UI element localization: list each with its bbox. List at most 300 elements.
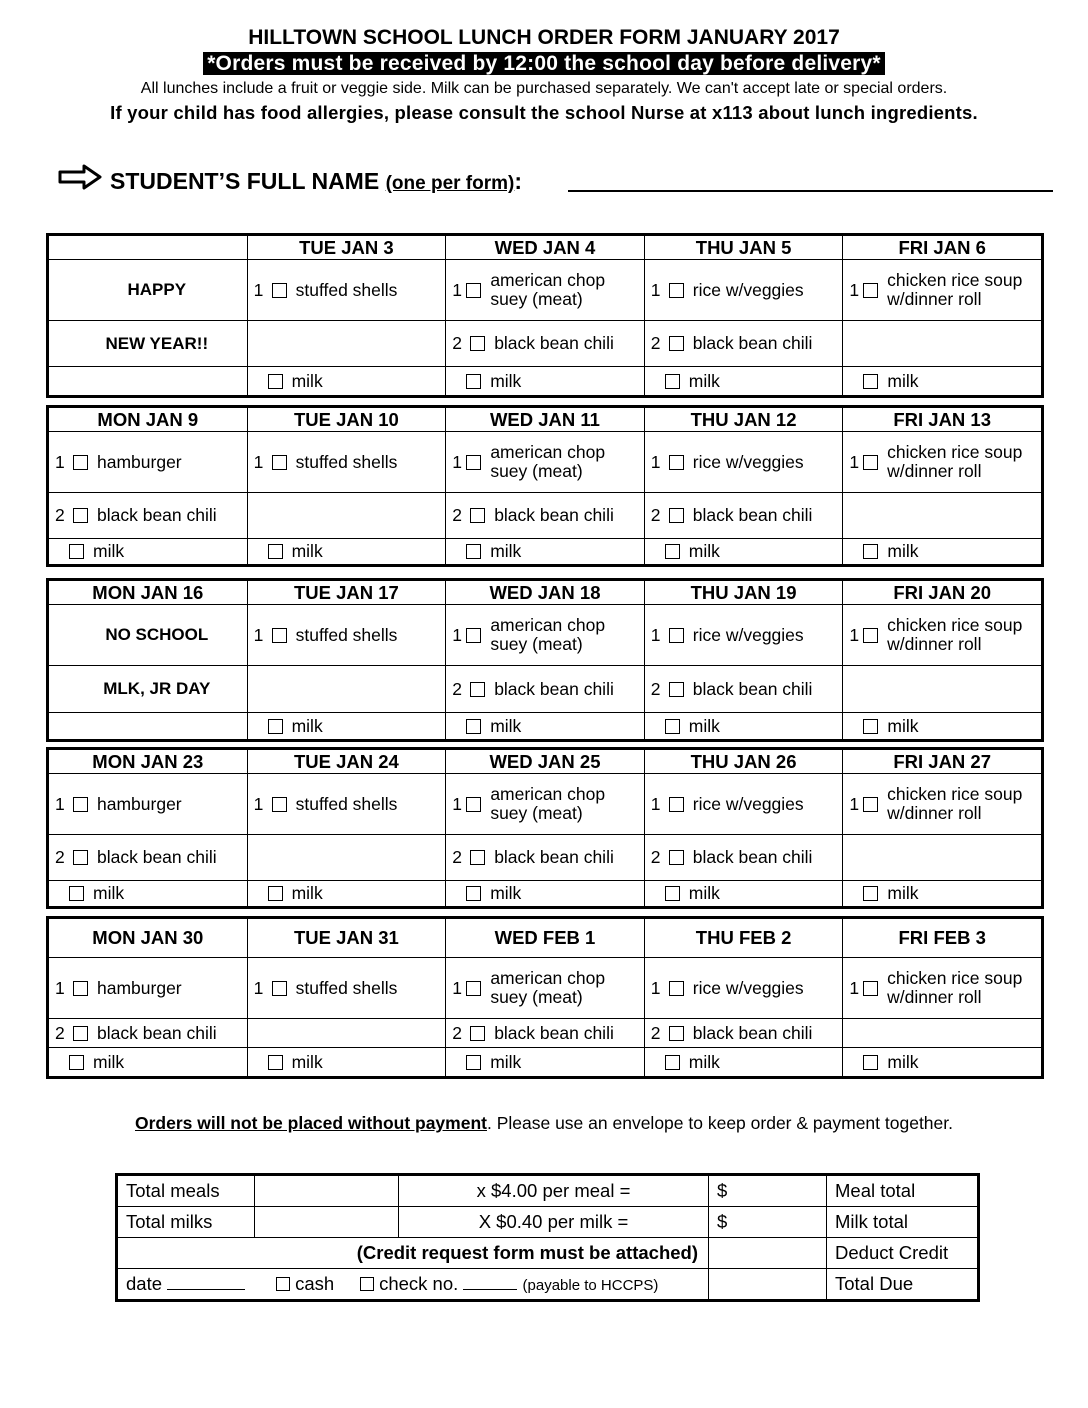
milk-option — [248, 716, 446, 737]
empty-cell — [247, 1019, 446, 1048]
milk-cell — [644, 713, 843, 741]
payable-note: (payable to HCCPS) — [522, 1277, 659, 1294]
payment-note — [0, 1113, 1088, 1134]
student-name-label — [110, 168, 522, 195]
empty-cell — [247, 321, 446, 367]
black-bean-chili-option-checkbox[interactable] — [73, 508, 88, 523]
milk-option — [645, 541, 843, 562]
week-table — [46, 916, 1044, 1079]
menu-cell — [644, 493, 843, 539]
day-header: MON JAN 9 — [48, 407, 248, 432]
menu-cell — [48, 493, 248, 539]
alt-option-row — [48, 493, 1043, 539]
menu-cell — [843, 605, 1043, 666]
milk-label: milk — [291, 883, 323, 903]
empty-cell — [247, 835, 446, 881]
black-bean-chili-option — [446, 847, 644, 868]
milk-cell — [247, 367, 446, 397]
menu-cell — [644, 774, 843, 835]
meal-price-label: x $4.00 per meal = — [399, 1175, 709, 1207]
total-milks-field[interactable] — [255, 1207, 399, 1238]
milk-checkbox[interactable] — [665, 719, 680, 734]
menu-item-label: black bean chili — [494, 505, 614, 525]
menu-cell — [644, 958, 843, 1019]
menu-item-label: black bean chili — [494, 1022, 614, 1043]
milk-checkbox[interactable] — [863, 719, 878, 734]
hamburger-option-checkbox[interactable] — [73, 455, 88, 470]
menu-cell — [48, 1019, 248, 1048]
milk-label: milk — [93, 1051, 125, 1072]
milk-cell — [446, 539, 645, 566]
chicken-rice-soup-option-checkbox[interactable] — [863, 628, 878, 643]
menu-cell — [247, 958, 446, 1019]
empty-cell — [843, 666, 1043, 713]
menu-item-label: black bean chili — [692, 505, 813, 525]
choice-number: 1 — [253, 279, 264, 300]
day-note: HAPPY — [48, 260, 248, 321]
day-header: THU JAN 26 — [644, 749, 843, 774]
milk-label: milk — [291, 541, 323, 561]
menu-cell — [48, 958, 248, 1019]
menu-cell — [843, 432, 1043, 493]
milk-row — [48, 367, 1043, 397]
black-bean-chili-option — [49, 847, 247, 868]
milk-checkbox[interactable] — [466, 719, 481, 734]
alt-option-row — [48, 835, 1043, 881]
choice-number: 1 — [452, 279, 462, 300]
rice-veggies-option-checkbox[interactable] — [669, 981, 684, 996]
chop-suey-option — [446, 785, 644, 823]
milk-cell — [446, 881, 645, 908]
milk-option — [843, 883, 1041, 904]
day-header: MON JAN 16 — [48, 580, 248, 605]
day-header-row — [48, 235, 1043, 260]
meal-total-amount-field[interactable] — [709, 1175, 827, 1207]
milk-label: milk — [887, 883, 919, 903]
menu-item-label: chicken rice soup w/dinner roll — [887, 968, 1023, 1007]
milk-option — [645, 371, 843, 392]
black-bean-chili-option — [446, 679, 644, 700]
menu-item-label: black bean chili — [494, 333, 614, 353]
milk-option — [645, 1052, 843, 1073]
chop-suey-option-checkbox[interactable] — [466, 283, 481, 298]
menu-cell — [644, 432, 843, 493]
menu-item-label: black bean chili — [692, 678, 813, 699]
main-option-row — [48, 260, 1043, 321]
day-header-row — [48, 749, 1043, 774]
milk-cell — [843, 1048, 1043, 1078]
milk-option — [446, 716, 644, 737]
arrow-right-icon — [58, 164, 102, 190]
stuffed-shells-option — [248, 794, 446, 815]
menu-item-label: american chop suey (meat) — [490, 615, 606, 654]
milk-label: milk — [688, 370, 720, 391]
stuffed-shells-option — [248, 625, 446, 646]
chop-suey-option-checkbox[interactable] — [466, 628, 481, 643]
check-checkbox[interactable] — [360, 1277, 374, 1291]
milk-checkbox[interactable] — [863, 374, 878, 389]
milk-checkbox[interactable] — [863, 544, 878, 559]
milk-option — [843, 371, 1041, 392]
menu-cell — [446, 260, 645, 321]
milk-option — [248, 541, 446, 562]
menu-item-label: american chop suey (meat) — [490, 442, 606, 481]
rice-veggies-option-checkbox[interactable] — [669, 283, 684, 298]
empty-cell — [843, 321, 1043, 367]
menu-item-label: chicken rice soup w/dinner roll — [887, 615, 1023, 654]
choice-number: 1 — [849, 977, 860, 998]
rice-veggies-option-checkbox[interactable] — [669, 797, 684, 812]
total-meals-label: Total meals — [117, 1175, 255, 1207]
empty-cell — [48, 713, 248, 741]
milk-label: milk — [291, 370, 323, 391]
date-label: date — [126, 1273, 163, 1294]
menu-item-label: chicken rice soup w/dinner roll — [887, 442, 1023, 481]
choice-number: 2 — [55, 1022, 65, 1043]
milk-checkbox[interactable] — [466, 1055, 481, 1070]
chicken-rice-soup-option-checkbox[interactable] — [863, 981, 878, 996]
black-bean-chili-option-checkbox[interactable] — [73, 850, 88, 865]
milk-cell — [48, 1048, 248, 1078]
milk-total-label: Milk total — [827, 1207, 979, 1238]
choice-number: 1 — [650, 451, 661, 472]
dollar-sign: $ — [717, 1211, 728, 1232]
main-option-row — [48, 774, 1043, 835]
cash-label: cash — [295, 1273, 335, 1294]
chicken-rice-soup-option — [843, 616, 1041, 654]
black-bean-chili-option-checkbox[interactable] — [669, 336, 684, 351]
payment-warning: Orders will not be placed without payment — [134, 1113, 487, 1133]
black-bean-chili-option — [446, 333, 644, 354]
stuffed-shells-option — [248, 978, 446, 999]
menu-item-label: stuffed shells — [295, 279, 398, 300]
total-milks-label: Total milks — [117, 1207, 255, 1238]
day-header-row — [48, 918, 1043, 958]
milk-row — [48, 713, 1043, 741]
milk-label: milk — [291, 715, 323, 736]
day-note: NO SCHOOL — [48, 605, 248, 666]
milk-checkbox[interactable] — [665, 886, 680, 901]
cash-checkbox[interactable] — [276, 1277, 290, 1291]
menu-cell — [247, 260, 446, 321]
milk-label: milk — [93, 883, 125, 903]
menu-item-label: black bean chili — [494, 847, 614, 867]
milk-option — [843, 1052, 1041, 1073]
menu-cell — [843, 774, 1043, 835]
stuffed-shells-option — [248, 280, 446, 301]
choice-number: 1 — [253, 624, 264, 645]
choice-number: 1 — [55, 977, 65, 998]
chicken-rice-soup-option — [843, 271, 1041, 309]
day-header: MON JAN 30 — [48, 918, 248, 958]
meals-row — [117, 1175, 979, 1207]
milk-checkbox[interactable] — [863, 886, 878, 901]
milk-checkbox[interactable] — [466, 886, 481, 901]
menu-item-label: stuffed shells — [295, 793, 398, 814]
menu-item-label: black bean chili — [97, 1022, 217, 1043]
menu-cell — [48, 774, 248, 835]
chop-suey-option — [446, 969, 644, 1007]
menu-cell — [446, 605, 645, 666]
black-bean-chili-option — [645, 333, 843, 354]
day-header: TUE JAN 3 — [247, 235, 446, 260]
menu-cell — [446, 835, 645, 881]
day-header: THU JAN 19 — [644, 580, 843, 605]
milk-option — [49, 541, 247, 562]
choice-number: 2 — [452, 1022, 462, 1043]
milk-label: milk — [291, 1051, 323, 1072]
credit-note: (Credit request form must be attached) — [117, 1238, 709, 1269]
day-header: WED JAN 11 — [446, 407, 645, 432]
main-option-row — [48, 958, 1043, 1019]
choice-number: 2 — [650, 678, 661, 699]
chop-suey-option-checkbox[interactable] — [466, 797, 481, 812]
milk-label: milk — [490, 1051, 522, 1072]
hamburger-option-checkbox[interactable] — [73, 797, 88, 812]
milk-checkbox[interactable] — [665, 544, 680, 559]
menu-cell — [247, 605, 446, 666]
milk-cell — [247, 1048, 446, 1078]
milk-checkbox[interactable] — [268, 544, 283, 559]
milk-label: milk — [93, 541, 125, 561]
black-bean-chili-option-checkbox[interactable] — [73, 1026, 88, 1041]
total-due-label: Total Due — [827, 1269, 979, 1301]
rice-veggies-option-checkbox[interactable] — [669, 455, 684, 470]
milk-checkbox[interactable] — [665, 374, 680, 389]
day-header: TUE JAN 17 — [247, 580, 446, 605]
check-label: check no. — [379, 1273, 459, 1294]
milk-cell — [247, 713, 446, 741]
one-per-form-text: (one per form) — [385, 173, 515, 194]
day-header: THU FEB 2 — [644, 918, 843, 958]
chop-suey-option-checkbox[interactable] — [466, 981, 481, 996]
day-header-row — [48, 580, 1043, 605]
hamburger-option — [49, 794, 247, 815]
milk-label: milk — [887, 715, 919, 736]
menu-cell — [48, 432, 248, 493]
hamburger-option-checkbox[interactable] — [73, 981, 88, 996]
stuffed-shells-option-checkbox[interactable] — [272, 981, 287, 996]
black-bean-chili-option-checkbox[interactable] — [470, 508, 485, 523]
menu-item-label: stuffed shells — [295, 451, 398, 472]
menu-cell — [644, 835, 843, 881]
student-name-field[interactable] — [568, 190, 1053, 192]
milk-label: milk — [490, 541, 522, 561]
black-bean-chili-option-checkbox[interactable] — [470, 850, 485, 865]
milk-checkbox[interactable] — [268, 374, 283, 389]
milk-option — [248, 371, 446, 392]
empty-cell — [48, 367, 248, 397]
milk-checkbox[interactable] — [69, 886, 84, 901]
choice-number: 1 — [452, 624, 462, 645]
milk-option — [248, 883, 446, 904]
day-header: TUE JAN 24 — [247, 749, 446, 774]
day-header: FRI JAN 27 — [843, 749, 1043, 774]
menu-item-label: black bean chili — [692, 847, 813, 867]
chicken-rice-soup-option-checkbox[interactable] — [863, 797, 878, 812]
day-header: TUE JAN 31 — [247, 918, 446, 958]
menu-cell — [247, 774, 446, 835]
menu-item-label: rice w/veggies — [692, 451, 804, 472]
choice-number: 1 — [650, 977, 661, 998]
menu-cell — [446, 493, 645, 539]
milk-checkbox[interactable] — [268, 886, 283, 901]
check-number-field[interactable] — [463, 1289, 517, 1290]
menu-cell — [48, 835, 248, 881]
black-bean-chili-option-checkbox[interactable] — [669, 508, 684, 523]
menu-item-label: rice w/veggies — [692, 977, 804, 998]
day-header: WED JAN 4 — [446, 235, 645, 260]
milk-checkbox[interactable] — [863, 1055, 878, 1070]
day-header: WED JAN 25 — [446, 749, 645, 774]
stuffed-shells-option-checkbox[interactable] — [272, 628, 287, 643]
form-title: HILLTOWN SCHOOL LUNCH ORDER FORM JANUARY 2017 — [248, 26, 840, 49]
menu-cell — [446, 958, 645, 1019]
menu-cell — [644, 1019, 843, 1048]
milk-cell — [48, 539, 248, 566]
black-bean-chili-option-checkbox[interactable] — [669, 1026, 684, 1041]
milk-total-amount-field[interactable] — [709, 1207, 827, 1238]
milk-option — [446, 371, 644, 392]
choice-number: 1 — [650, 279, 661, 300]
choice-number: 1 — [452, 451, 462, 472]
rice-veggies-option-checkbox[interactable] — [669, 628, 684, 643]
menu-item-label: chicken rice soup w/dinner roll — [887, 270, 1023, 309]
milk-checkbox[interactable] — [466, 544, 481, 559]
day-header — [48, 235, 248, 260]
milk-checkbox[interactable] — [268, 1055, 283, 1070]
black-bean-chili-option-checkbox[interactable] — [470, 1026, 485, 1041]
choice-number: 1 — [849, 279, 860, 300]
day-header: WED FEB 1 — [446, 918, 645, 958]
menu-item-label: hamburger — [97, 451, 182, 472]
milk-option — [843, 541, 1041, 562]
black-bean-chili-option — [645, 1023, 843, 1044]
menu-cell — [644, 321, 843, 367]
milk-option — [645, 716, 843, 737]
menu-item-label: black bean chili — [494, 678, 614, 699]
choice-number: 1 — [849, 793, 860, 814]
choice-number: 2 — [55, 847, 65, 867]
menu-cell — [446, 321, 645, 367]
milk-label: milk — [688, 1051, 720, 1072]
allergy-note: If your child has food allergies, please consult the school Nurse at x113 about lunch ingredients. — [110, 102, 978, 123]
black-bean-chili-option-checkbox[interactable] — [470, 336, 485, 351]
menu-item-label: stuffed shells — [295, 624, 398, 645]
milk-option — [49, 883, 247, 904]
deduct-credit-field[interactable] — [709, 1238, 827, 1269]
day-header: WED JAN 18 — [446, 580, 645, 605]
chicken-rice-soup-option-checkbox[interactable] — [863, 455, 878, 470]
student-name-text: STUDENT’S FULL NAME — [110, 168, 380, 194]
stuffed-shells-option-checkbox[interactable] — [272, 283, 287, 298]
milk-checkbox[interactable] — [268, 719, 283, 734]
choice-number: 1 — [253, 977, 264, 998]
milk-cell — [48, 881, 248, 908]
main-option-row — [48, 605, 1043, 666]
milk-cell — [644, 539, 843, 566]
milk-checkbox[interactable] — [665, 1055, 680, 1070]
menu-item-label: hamburger — [97, 793, 182, 814]
milk-label: milk — [490, 715, 522, 736]
stuffed-shells-option-checkbox[interactable] — [272, 455, 287, 470]
milk-label: milk — [490, 883, 522, 903]
milk-cell — [843, 367, 1043, 397]
choice-number: 2 — [650, 333, 661, 353]
black-bean-chili-option — [49, 505, 247, 526]
milk-checkbox[interactable] — [69, 544, 84, 559]
chicken-rice-soup-option-checkbox[interactable] — [863, 283, 878, 298]
deadline-text: *Orders must be received by 12:00 the school day before delivery* — [203, 52, 885, 75]
stuffed-shells-option-checkbox[interactable] — [272, 797, 287, 812]
empty-cell — [843, 835, 1043, 881]
total-due-field[interactable] — [709, 1269, 827, 1301]
milk-cell — [644, 1048, 843, 1078]
black-bean-chili-option-checkbox[interactable] — [669, 850, 684, 865]
total-meals-field[interactable] — [255, 1175, 399, 1207]
milk-option — [645, 883, 843, 904]
milk-cell — [843, 881, 1043, 908]
menu-cell — [446, 774, 645, 835]
black-bean-chili-option — [446, 505, 644, 526]
name-colon: : — [514, 168, 523, 194]
choice-number: 1 — [452, 793, 462, 814]
milk-row — [48, 881, 1043, 908]
hamburger-option — [49, 452, 247, 473]
black-bean-chili-option-checkbox[interactable] — [470, 682, 485, 697]
milk-label: milk — [688, 541, 720, 561]
chop-suey-option-checkbox[interactable] — [466, 455, 481, 470]
milk-row — [48, 1048, 1043, 1078]
empty-cell — [843, 1019, 1043, 1048]
choice-number: 1 — [452, 977, 462, 998]
black-bean-chili-option — [49, 1023, 247, 1044]
stuffed-shells-option — [248, 452, 446, 473]
payment-instructions: . Please use an envelope to keep order & payment together. — [486, 1113, 953, 1133]
menu-item-label: black bean chili — [692, 333, 813, 353]
milk-option — [843, 716, 1041, 737]
day-header: FRI JAN 20 — [843, 580, 1043, 605]
milk-label: milk — [887, 1051, 919, 1072]
hamburger-option — [49, 978, 247, 999]
menu-item-label: american chop suey (meat) — [490, 968, 606, 1007]
week-table — [46, 233, 1044, 398]
milk-option — [446, 541, 644, 562]
milk-option — [446, 1052, 644, 1073]
choice-number: 1 — [650, 793, 661, 814]
date-field[interactable] — [167, 1289, 245, 1290]
milk-checkbox[interactable] — [69, 1055, 84, 1070]
empty-cell — [843, 493, 1043, 539]
milk-label: milk — [688, 715, 720, 736]
milk-checkbox[interactable] — [466, 374, 481, 389]
choice-number: 2 — [452, 678, 462, 699]
chop-suey-option — [446, 616, 644, 654]
empty-cell — [247, 666, 446, 713]
choice-number: 2 — [55, 505, 65, 525]
menu-item-label: american chop suey (meat) — [490, 784, 606, 823]
day-note: NEW YEAR!! — [48, 321, 248, 367]
black-bean-chili-option — [446, 1023, 644, 1044]
menu-item-label: stuffed shells — [295, 977, 398, 998]
choice-number: 1 — [849, 451, 860, 472]
black-bean-chili-option-checkbox[interactable] — [669, 682, 684, 697]
menu-item-label: rice w/veggies — [692, 279, 804, 300]
main-option-row — [48, 432, 1043, 493]
credit-row — [117, 1238, 979, 1269]
rice-veggies-option — [645, 794, 843, 815]
deduct-credit-label: Deduct Credit — [827, 1238, 979, 1269]
